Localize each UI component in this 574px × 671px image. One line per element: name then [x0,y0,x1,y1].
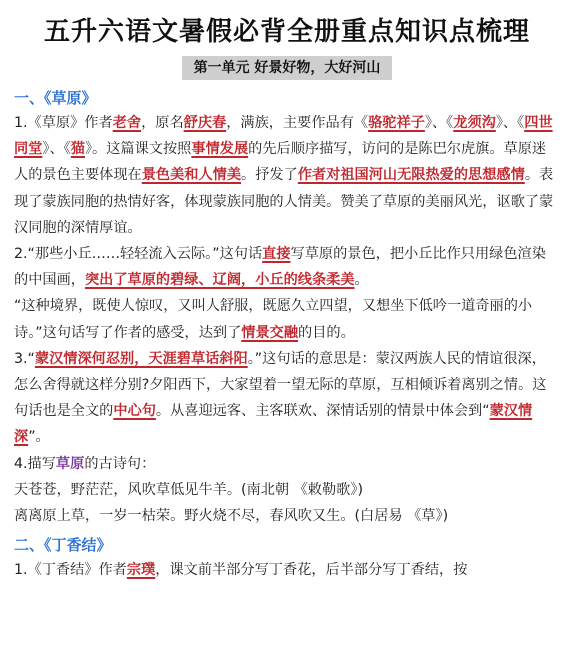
keyword-work: 四世同堂 [14,115,553,158]
keyword-work: 龙须沟 [453,115,496,131]
document-title: 五升六语文暑假必背全册重点知识点梳理 [43,17,530,47]
text: 《 [446,115,454,131]
text: 。抒发了 [241,167,298,184]
text: 。表现了蒙族同胞的热情好客，体现蒙族同胞的人情美。赞美了草原的美丽风光，讴歌了蒙汉同胞的深情厚谊。 [14,167,554,236]
text: 写草原的景色，把小丘比作只用绿色渲染的中国画， [14,246,546,289]
keyword-center-sentence: 中心句 [113,403,156,420]
poem-line-2: 离离原上草，一岁一枯荣。野火烧不尽，春风吹又生。(白居易 《草》) [14,508,449,525]
keyword-author: 宗璞 [126,562,156,579]
keyword-work: 猫 [70,141,85,158]
paragraph-3 [14,293,560,345]
text: 》、 [424,115,447,131]
keyword-quote: 蒙汉情深何忍别，天涯碧草话斜阳 [34,350,248,367]
text: 。 [354,272,369,289]
paragraph-4 [14,346,560,451]
section-heading-dingxiangjie: 二、《丁香结》 [14,536,112,555]
text: 》、《 [495,115,525,131]
paragraph-2 [14,241,560,293]
keyword-highlight: 突出了草原的碧绿、辽阔，小丘的线条柔美 [84,272,355,289]
paragraph-5 [14,451,560,477]
keyword-blend: 情景交融 [241,324,299,341]
keyword-order: 事情发展 [191,141,249,158]
keyword-feeling: 作者对祖国河山无限热爱的思想感情 [297,167,525,184]
text: ，满族，主要作品有《 [226,115,369,131]
text: ，原名 [141,115,184,131]
keyword-direct: 直接 [262,246,291,263]
text: ，课文前半部分写丁香花，后半部分写丁香结，按 [155,562,468,579]
paragraph-1 [14,110,560,241]
text: 》、《 [42,141,71,158]
text: 1.《丁香结》作者 [14,562,127,579]
keyword-work: 骆驼祥子 [368,115,425,131]
text: “这种境界，既使人惊叹，又叫人舒服，既愿久立四望，又想坐下低吟一道奇丽的小诗。”这句话写了作者的感受，达到了 [14,298,533,341]
keyword-author: 老舍 [112,115,142,131]
text: ”。 [28,429,50,446]
text: 的古诗句： [84,455,156,472]
text: 4.描写 [14,455,56,472]
text: 》。这篇课文按照 [84,141,192,158]
keyword-deep-friendship: 蒙汉情深 [14,403,533,446]
text: 的先后顺序描写，访问的是陈巴尔虎旗。草原迷人的景色主要体现在 [14,141,547,184]
keyword-beauty: 景色美和人情美 [141,167,242,184]
unit-heading: 第一单元 好景好物，大好河山 [182,56,393,80]
paragraph-6 [14,557,560,583]
text: 3.“ [14,350,35,367]
text: 的目的。 [298,324,355,341]
poem-line-1: 天苍苍，野茫茫，风吹草低见牛羊。(南北朝 《敕勒歌》) [14,481,363,498]
section-heading-caoyuan: 一、《草原》 [14,89,97,107]
unit-heading-wrap [14,56,560,82]
text: 。”这句话的意思是：蒙汉两族人民的情谊很深，怎么舍得就这样分别?夕阳西下，大家望着一望无际的草原，互相倾诉着离别之情。这句话也是全文的 [14,350,547,420]
keyword-original-name: 舒庆春 [183,115,227,131]
text: 1.《草原》作者 [14,115,113,131]
text: 。从喜迎远客、主客联欢、深情话别的情景中体会到“ [155,403,490,420]
keyword-grassland: 草原 [55,455,85,472]
text: 2.“那些小丘……轻轻流入云际。”这句话 [14,246,263,263]
